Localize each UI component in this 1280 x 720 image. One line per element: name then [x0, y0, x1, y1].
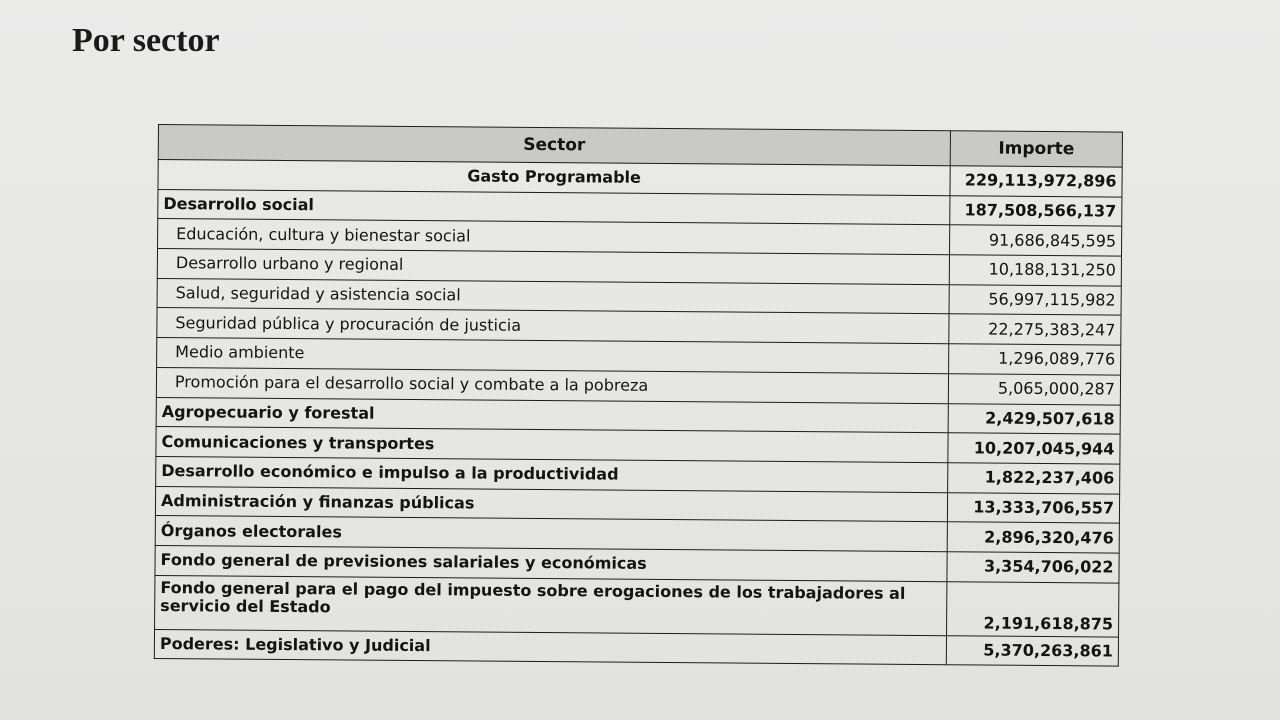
sector-label: Administración y finanzas públicas	[155, 486, 947, 522]
column-header-importe: Importe	[950, 131, 1122, 167]
total-amount: 229,113,972,896	[950, 166, 1122, 197]
sector-amount: 5,065,000,287	[948, 374, 1120, 405]
sector-amount: 10,188,131,250	[949, 255, 1121, 286]
sector-table-container	[154, 124, 1122, 667]
sector-label: Fondo general de previsiones salariales y económicas	[155, 545, 947, 581]
sector-label: Desarrollo urbano y regional	[157, 249, 949, 285]
sector-table	[154, 124, 1123, 667]
sector-label: Desarrollo social	[158, 189, 950, 225]
sector-label: Fondo general para el pago del impuesto sobre erogaciones de los trabajadores al servicio del Estado	[155, 575, 947, 635]
page-title: Por sector	[72, 22, 220, 59]
sector-amount: 13,333,706,557	[947, 492, 1119, 523]
sector-label: Salud, seguridad y asistencia social	[157, 278, 949, 314]
sector-amount: 2,896,320,476	[947, 522, 1119, 553]
sector-amount: 56,997,115,982	[949, 284, 1121, 315]
sector-label: Comunicaciones y transportes	[156, 427, 948, 463]
table-row-sector	[154, 629, 1118, 666]
total-label: Gasto Programable	[158, 160, 950, 196]
sector-amount: 1,822,237,406	[948, 463, 1120, 494]
sector-label: Desarrollo económico e impulso a la productividad	[156, 456, 948, 492]
sector-amount: 5,370,263,861	[946, 635, 1118, 666]
sector-amount: 2,191,618,875	[947, 581, 1119, 636]
sector-label: Promoción para el desarrollo social y combate a la pobreza	[156, 367, 948, 403]
sector-amount: 2,429,507,618	[948, 403, 1120, 434]
sector-label: Agropecuario y forestal	[156, 397, 948, 433]
sector-amount: 1,296,089,776	[949, 344, 1121, 375]
table-row-sector	[155, 575, 1119, 637]
sector-label: Educación, cultura y bienestar social	[158, 219, 950, 255]
sector-label: Órganos electorales	[155, 516, 947, 552]
sector-label: Seguridad pública y procuración de justicia	[157, 308, 949, 344]
sector-amount: 22,275,383,247	[949, 314, 1121, 345]
sector-amount: 187,508,566,137	[950, 195, 1122, 226]
sector-label: Poderes: Legislativo y Judicial	[154, 629, 946, 665]
sector-amount: 10,207,045,944	[948, 433, 1120, 464]
sector-label: Medio ambiente	[157, 338, 949, 374]
sector-amount: 91,686,845,595	[949, 225, 1121, 256]
sector-amount: 3,354,706,022	[947, 552, 1119, 583]
column-header-sector: Sector	[158, 125, 950, 166]
